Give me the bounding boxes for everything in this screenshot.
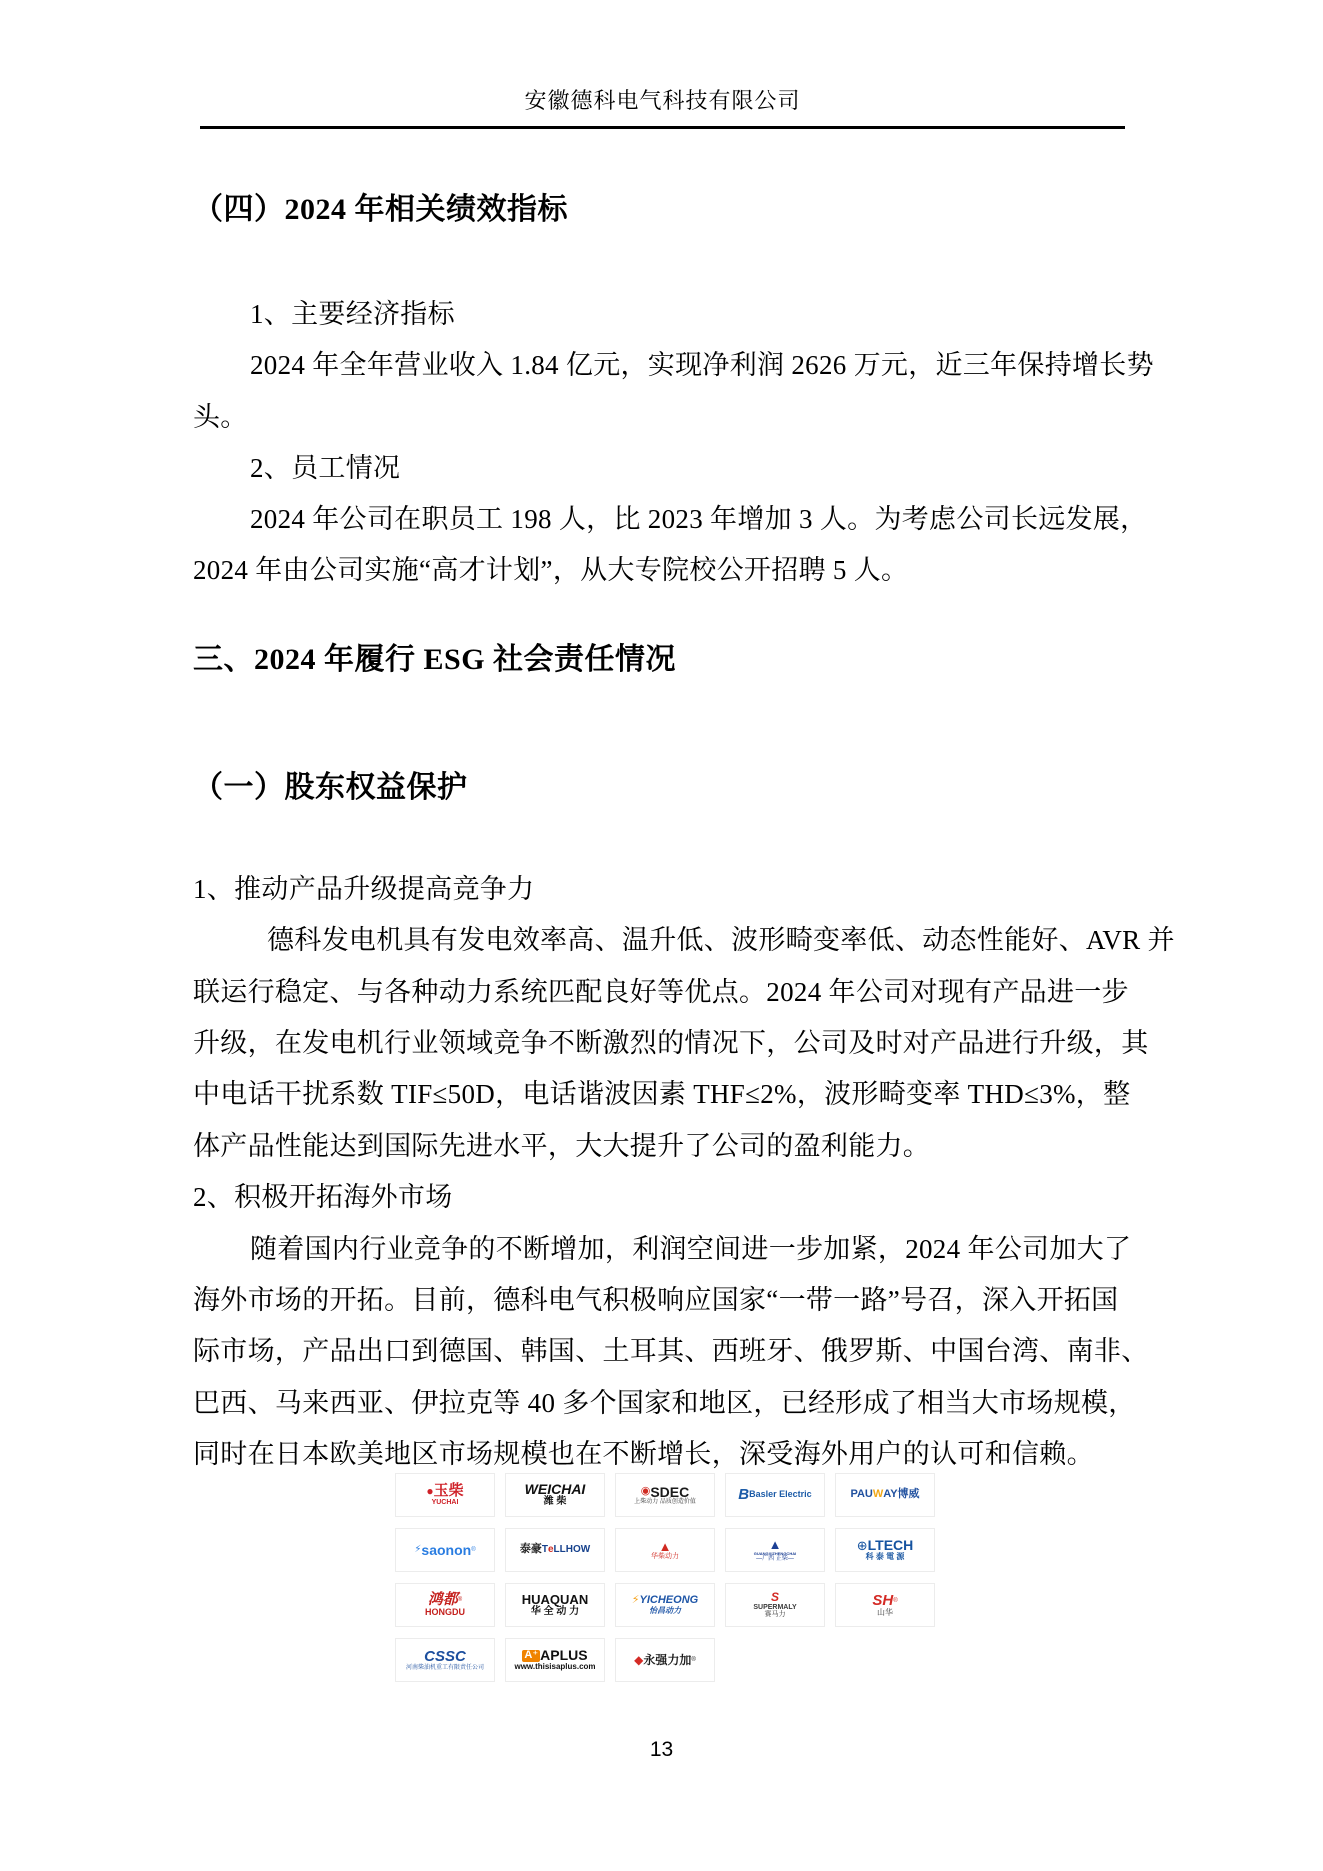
line-employees-label: 2、员工情况 <box>250 453 401 483</box>
doc-header-title: 安徽德科电气科技有限公司 <box>524 88 801 113</box>
huachai-tower-icon: ▲ <box>658 1538 672 1554</box>
heading-shareholder-rights: （一）股东权益保护 <box>193 771 468 804</box>
logo-yuchai <box>395 1473 495 1517</box>
logo-yicheong-text: YICHEONG <box>639 1594 699 1607</box>
logo-yicheong <box>615 1583 715 1627</box>
logo-weichai-text: 潍 柴 <box>543 1496 567 1508</box>
logo-weichai-text: WEICHAI <box>524 1481 586 1498</box>
logo-saonon-text: ® <box>471 1546 476 1553</box>
logo-hongdu-text: HONGDU <box>425 1607 465 1618</box>
logo-coltech-row <box>857 1538 914 1553</box>
sdec-s-icon: ◉ <box>640 1485 651 1498</box>
logo-aplus-row <box>514 1663 595 1671</box>
line-overseas-5: 同时在日本欧美地区市场规模也在不断增长，深受海外用户的认可和信赖。 <box>193 1439 1094 1469</box>
logo-tellhow <box>505 1528 605 1572</box>
logo-yongqiang-text: ® <box>691 1656 696 1663</box>
logo-coltech <box>835 1528 935 1572</box>
logo-shanhua <box>835 1583 935 1627</box>
line-overseas-4: 巴西、马来西亚、伊拉克等 40 多个国家和地区，已经形成了相当大市场规模， <box>193 1388 1136 1418</box>
line-product-upgrade-3: 升级，在发电机行业领域竞争不断激烈的情况下，公司及时对产品进行升级，其 <box>193 1028 1149 1058</box>
logo-zhengchai-row <box>756 1556 794 1562</box>
line-product-upgrade-5: 体产品性能达到国际先进水平，大大提升了公司的盈利能力。 <box>193 1131 931 1161</box>
line-revenue-2: 头。 <box>193 402 248 432</box>
logo-aplus <box>505 1638 605 1682</box>
logo-zhengchai <box>725 1528 825 1572</box>
saonon-bolt-icon: ⚡ <box>414 1543 422 1555</box>
logo-yicheong-text: 怡昌动力 <box>649 1605 681 1615</box>
logo-shanhua-text: ® <box>893 1597 898 1604</box>
line-overseas-2: 海外市场的开拓。目前，德科电气积极响应国家“一带一路”号召，深入开拓国 <box>193 1285 1119 1315</box>
logo-hongdu-text: 鸿都 <box>427 1591 458 1609</box>
logo-zhengchai-text: GUANGXIZHENGCHAI <box>753 1550 797 1556</box>
zhengchai-triangle-icon: ▲ <box>768 1536 782 1552</box>
logo-pauway-text: 博威 <box>897 1488 920 1501</box>
logo-sdec-row <box>641 1485 690 1500</box>
logo-basler-row <box>738 1487 811 1503</box>
logo-basler-text: Basler Electric <box>749 1489 812 1500</box>
logo-yicheong-row <box>632 1595 698 1607</box>
logo-cssc-text: 河南柴油机重工有限责任公司 <box>405 1664 484 1671</box>
logo-tellhow-text: e <box>547 1543 554 1555</box>
logo-weichai <box>505 1473 605 1517</box>
logo-huachai-row <box>659 1540 672 1554</box>
logo-saonon <box>395 1528 495 1572</box>
logo-basler <box>725 1473 825 1517</box>
heading-esg-responsibility: 三、2024 年履行 ESG 社会责任情况 <box>193 643 677 676</box>
line-employees-1: 2024 年公司在职员工 198 人，比 2023 年增加 3 人。为考虑公司长远发展， <box>250 504 1148 534</box>
logo-supermaly <box>725 1583 825 1627</box>
logo-sdec-text: SDEC <box>650 1483 690 1500</box>
logo-sdec <box>615 1473 715 1517</box>
logo-hongdu-row <box>428 1592 462 1608</box>
logo-cssc-row <box>406 1665 484 1671</box>
aplus-a-icon: A⁺ <box>524 1649 539 1662</box>
yongqiang-hex-icon: ◆ <box>634 1652 644 1667</box>
line-product-upgrade-1: 德科发电机具有发电效率高、温升低、波形畸变率低、动态性能好、AVR 并 <box>267 925 1175 955</box>
coltech-globe-icon: ⊕ <box>856 1537 868 1553</box>
line-product-upgrade-2: 联运行稳定、与各种动力系统匹配良好等优点。2024 年公司对现有产品进一步 <box>193 977 1129 1007</box>
logo-cssc-text: CSSC <box>424 1647 466 1665</box>
basler-b-icon: B <box>738 1486 750 1504</box>
logo-huaquan-row <box>522 1593 588 1607</box>
line-overseas-1: 随着国内行业竞争的不断增加，利润空间进一步加紧，2024 年公司加大了 <box>250 1234 1132 1264</box>
logo-yongqiang-text: 永强力加 <box>643 1652 692 1667</box>
logo-shanhua-row <box>877 1609 893 1617</box>
logo-yuchai-row <box>432 1499 459 1506</box>
logo-tellhow-row <box>520 1544 590 1556</box>
page-number: 13 <box>649 1738 674 1761</box>
logo-huaquan <box>505 1583 605 1627</box>
logo-shanhua-text: 山华 <box>877 1607 893 1617</box>
logo-pauway-text: PAU <box>850 1488 873 1501</box>
logo-yuchai-text: 玉柴 <box>433 1482 464 1500</box>
logo-tellhow-text: 泰豪 <box>519 1543 542 1556</box>
logo-coltech-text: 科 泰 電 源 <box>865 1552 905 1562</box>
logo-pauway-text: AY <box>883 1488 898 1501</box>
logo-hongdu-text: ® <box>457 1597 463 1604</box>
logo-cssc <box>395 1638 495 1682</box>
logo-weichai-row <box>525 1482 586 1497</box>
logo-aplus-text: www.thisisaplus.com <box>514 1662 596 1672</box>
logo-grid <box>395 1473 935 1682</box>
logo-yongqiang-row <box>634 1654 696 1667</box>
logo-coltech-row <box>866 1553 905 1561</box>
logo-saonon-text: saonon <box>421 1541 472 1558</box>
logo-supermaly-row <box>765 1611 786 1618</box>
logo-hongdu <box>395 1583 495 1627</box>
logo-huaquan-text: 华 全 动 力 <box>530 1605 580 1617</box>
logo-sdec-text: 上柴动力 品质创造价值 <box>634 1499 696 1506</box>
logo-huaquan-text: HUAQUAN <box>521 1591 589 1607</box>
yicheong-gear-icon: ⚡ <box>631 1594 640 1607</box>
line-product-upgrade-label: 1、推动产品升级提高竞争力 <box>193 874 535 904</box>
logo-yuchai-text: YUCHAI <box>431 1499 459 1507</box>
logo-huaquan-row <box>531 1607 579 1618</box>
line-product-upgrade-4: 中电话干扰系数 TIF≤50D，电话谐波因素 THF≤2%，波形畸变率 THD≤3%，整 <box>193 1079 1131 1109</box>
supermaly-s-icon: S <box>770 1590 779 1605</box>
heading-performance-indicators: （四）2024 年相关绩效指标 <box>193 193 568 226</box>
logo-saonon-row <box>414 1543 475 1558</box>
yuchai-swoosh-icon: ● <box>426 1484 434 1499</box>
logo-yicheong-row <box>649 1607 681 1615</box>
line-overseas-3: 际市场，产品出口到德国、韩国、土耳其、西班牙、俄罗斯、中国台湾、南非、 <box>193 1336 1149 1366</box>
logo-shanhua-row <box>872 1593 897 1609</box>
logo-huachai <box>615 1528 715 1572</box>
logo-tellhow-text: LLHOW <box>553 1543 591 1555</box>
logo-pauway <box>835 1473 935 1517</box>
logo-supermaly-text: 赛马力 <box>764 1611 786 1619</box>
logo-supermaly-row <box>771 1591 779 1604</box>
logo-pauway-row <box>850 1489 919 1501</box>
logo-coltech-text: LTECH <box>867 1537 914 1554</box>
line-overseas-market-label: 2、积极开拓海外市场 <box>193 1182 453 1212</box>
logo-aplus-text: APLUS <box>540 1647 588 1664</box>
logo-yuchai-row <box>426 1483 463 1499</box>
logo-sdec-row <box>634 1499 696 1505</box>
logo-aplus-row <box>522 1648 587 1663</box>
logo-cssc-row <box>424 1649 466 1665</box>
line-revenue-1: 2024 年全年营业收入 1.84 亿元，实现净利润 2626 万元，近三年保持增长势 <box>250 350 1154 380</box>
logo-huachai-text: 华柴动力 <box>651 1553 679 1561</box>
logo-weichai-row <box>544 1497 567 1508</box>
logo-supermaly-text: SUPERMALY <box>753 1603 797 1611</box>
logo-huachai-row <box>651 1553 679 1560</box>
line-economic-indicators-label: 1、主要经济指标 <box>250 299 455 329</box>
line-employees-2: 2024 年由公司实施“高才计划”，从大专院校公开招聘 5 人。 <box>193 555 909 585</box>
logo-zhengchai-row <box>769 1538 782 1552</box>
header-rule-divider <box>200 126 1125 129</box>
logo-tellhow-text: T <box>541 1543 548 1555</box>
logo-hongdu-row <box>425 1608 465 1617</box>
logo-zhengchai-text: —广西 正柴— <box>756 1555 794 1562</box>
logo-shanhua-text: SH <box>872 1591 894 1609</box>
logo-yongqiang <box>615 1638 715 1682</box>
logo-pauway-text: W <box>872 1488 884 1501</box>
